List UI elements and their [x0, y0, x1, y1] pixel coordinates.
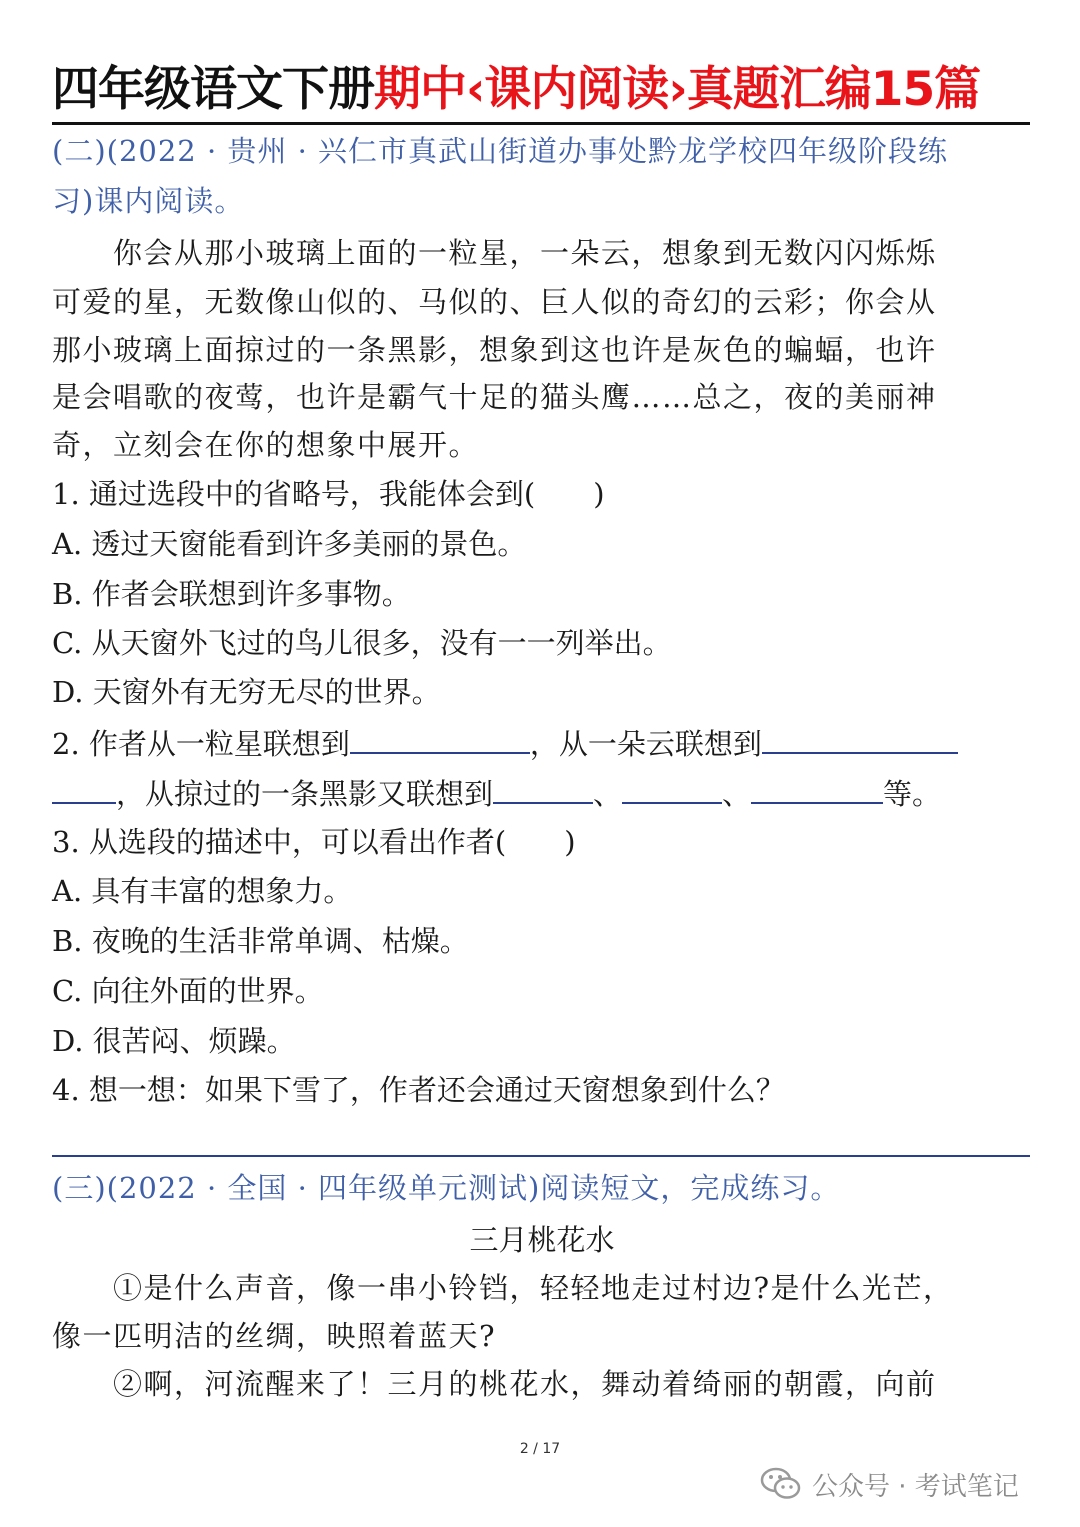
answer-blank-3[interactable] [493, 772, 593, 804]
question-2-part1: 2. 作者从一粒星联想到 [52, 727, 350, 761]
question-4-answer-line[interactable] [52, 1155, 1030, 1157]
answer-blank-2[interactable] [762, 722, 958, 754]
passage-line: 是会唱歌的夜莺，也许是霸气十足的猫头鹰……总之，夜的美丽神 [52, 380, 937, 414]
question-2-line2 [52, 772, 1032, 814]
answer-blank-4[interactable] [622, 772, 722, 804]
question-3-option-c: C. 向往外面的世界。 [52, 974, 324, 1008]
page-title [52, 62, 1032, 118]
question-1-option-c: C. 从天窗外飞过的鸟儿很多，没有一一列举出。 [52, 626, 672, 660]
answer-blank-1[interactable] [350, 722, 530, 754]
title-black-part: 四年级语文下册 [52, 62, 374, 117]
question-2-part2: ，从一朵云联想到 [529, 727, 762, 761]
essay-line: 像一匹明洁的丝绸，映照着蓝天? [52, 1319, 497, 1353]
question-1-option-a: A. 透过天窗能看到许多美丽的景色。 [52, 527, 527, 561]
question-3-option-a: A. 具有丰富的想象力。 [52, 874, 353, 908]
question-4-stem: 4. 想一想：如果下雪了，作者还会通过天窗想象到什么？ [52, 1073, 785, 1107]
wechat-logo-icon [760, 1466, 802, 1502]
question-2-part3: ，从掠过的一条黑影又联想到 [116, 777, 494, 811]
section2-source-line1: (二)(2022 · 贵州 · 兴仁市真武山街道办事处黔龙学校四年级阶段练 [52, 134, 949, 168]
passage-line: 那小玻璃上面掠过的一条黑影，想象到这也许是灰色的蝙蝠，也许 [52, 333, 937, 367]
question-2-end: 等。 [883, 777, 942, 811]
question-1-option-d: D. 天窗外有无穷无尽的世界。 [52, 675, 441, 709]
question-2-sep-2: 、 [722, 777, 752, 811]
question-3-option-b: B. 夜晚的生活非常单调、枯燥。 [52, 924, 469, 958]
section2-source-line2: 习)课内阅读。 [52, 184, 245, 218]
answer-blank-2-cont[interactable] [52, 772, 116, 804]
passage-line: 奇，立刻会在你的想象中展开。 [52, 428, 480, 462]
passage-line: 可爱的星，无数像山似的、马似的、巨人似的奇幻的云彩；你会从 [52, 285, 937, 319]
question-2-line1 [52, 722, 1032, 764]
question-2-sep-1: 、 [593, 777, 623, 811]
section3-source: (三)(2022 · 全国 · 四年级单元测试)阅读短文，完成练习。 [52, 1171, 841, 1205]
title-red-part: 期中‹课内阅读›真题汇编15篇 [374, 62, 981, 117]
title-rule [52, 122, 1030, 125]
watermark [760, 1464, 1019, 1504]
question-3-stem: 3. 从选段的描述中，可以看出作者( ) [52, 825, 576, 859]
question-3-option-d: D. 很苦闷、烦躁。 [52, 1024, 296, 1058]
question-1-stem: 1. 通过选段中的省略号，我能体会到( ) [52, 477, 605, 511]
essay-line: ②啊，河流醒来了！三月的桃花水，舞动着绮丽的朝霞，向前 [52, 1367, 937, 1401]
question-1-option-b: B. 作者会联想到许多事物。 [52, 577, 411, 611]
essay-title: 三月桃花水 [469, 1223, 615, 1257]
page-number: 2 / 17 [519, 1441, 561, 1457]
answer-blank-5[interactable] [751, 772, 883, 804]
watermark-text: 公众号 · 考试笔记 [812, 1471, 1019, 1502]
essay-line: ①是什么声音，像一串小铃铛，轻轻地走过村边?是什么光芒， [52, 1271, 954, 1305]
passage-line: 你会从那小玻璃上面的一粒星，一朵云，想象到无数闪闪烁烁 [52, 236, 937, 270]
